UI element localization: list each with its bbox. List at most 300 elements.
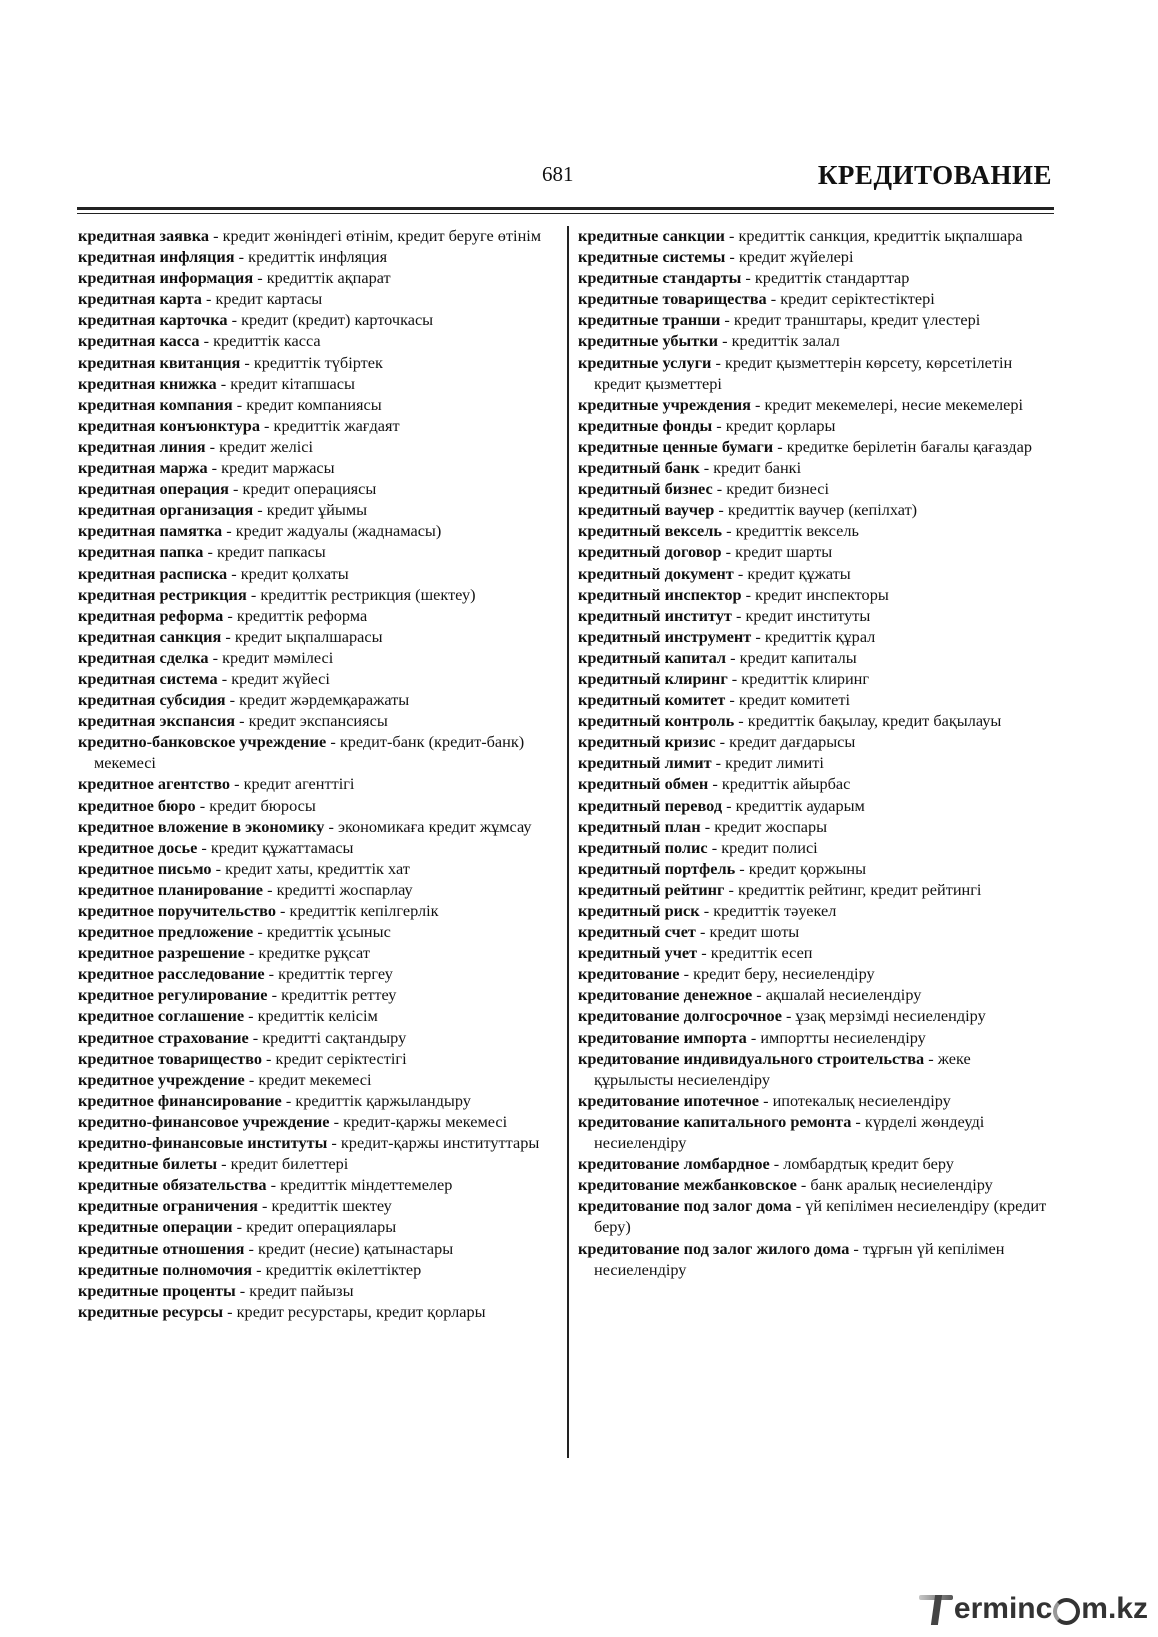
entry-term: кредитный инструмент bbox=[578, 626, 752, 646]
dictionary-entry: кредитные билеты - кредит билеттері bbox=[78, 1154, 349, 1174]
entry-term: кредитное досье bbox=[78, 837, 198, 857]
dictionary-entry: кредитные полномочия - кредиттік өкілеттіктер bbox=[78, 1259, 422, 1279]
header-rule-thin bbox=[77, 213, 1054, 214]
entry-term: кредитование денежное bbox=[578, 985, 753, 1005]
entry-term: кредитование под залог жилого дома bbox=[578, 1238, 850, 1258]
entry-term: кредитный полис bbox=[578, 837, 708, 857]
entry-definition: импортты несиелендіру bbox=[760, 1027, 926, 1047]
dictionary-entry: кредитные транши - кредит транштары, кредит үлестері bbox=[578, 310, 981, 330]
entry-term: кредитная квитанция bbox=[78, 352, 241, 372]
dictionary-entry: кредитные ценные бумаги - кредитке берілетін бағалы қағаздар bbox=[578, 436, 1032, 456]
dictionary-entry: кредитная экспансия - кредит экспансиясы bbox=[78, 711, 388, 731]
entry-definition: кредит-банк (кредит-банк) мекемесі bbox=[94, 732, 525, 773]
dictionary-entry: кредитный счет - кредит шоты bbox=[578, 922, 800, 942]
entry-definition: ұзақ мерзімді несиелендіру bbox=[795, 1006, 986, 1026]
dictionary-entry: кредитный бизнес - кредит бизнесі bbox=[578, 479, 830, 499]
dictionary-entry: кредитный план - кредит жоспары bbox=[578, 816, 828, 836]
entry-term: кредитная информация bbox=[78, 268, 254, 288]
entry-definition: кредиттік есеп bbox=[710, 943, 813, 963]
entry-definition: кредит жадуалы (жаднамасы) bbox=[235, 521, 442, 541]
dictionary-entry: кредитные ограничения - кредиттік шектеу bbox=[78, 1196, 392, 1216]
dictionary-entry: кредитный документ - кредит құжаты bbox=[578, 563, 851, 583]
entry-definition: кредитке берілетін бағалы қағаздар bbox=[786, 436, 1032, 456]
dictionary-entry: кредитная маржа - кредит маржасы bbox=[78, 458, 335, 478]
entry-definition: кредиттік кепілгерлік bbox=[289, 901, 439, 920]
entry-definition: кредит агенттігі bbox=[243, 774, 355, 794]
entry-definition: кредиттік келісім bbox=[257, 1006, 378, 1026]
entry-term: кредитная операция bbox=[78, 479, 229, 499]
entry-term: кредитная организация bbox=[78, 500, 254, 520]
dictionary-entry: кредитная информация - кредиттік ақпарат bbox=[78, 268, 391, 288]
entry-definition: кредит папкасы bbox=[217, 542, 326, 562]
entry-definition: кредитке рұқсат bbox=[258, 943, 370, 963]
entry-term: кредитные системы bbox=[578, 247, 726, 267]
dictionary-entry: кредитная рестрикция - кредиттік рестрикция (шектеу) bbox=[78, 584, 476, 604]
entry-definition: кредитті сақтандыру bbox=[262, 1027, 407, 1047]
entry-term: кредитный вексель bbox=[578, 521, 722, 541]
entry-definition: кредит комитеті bbox=[738, 690, 851, 710]
entry-term: кредитные фонды bbox=[578, 415, 713, 435]
dictionary-entry: кредитование долгосрочное - ұзақ мерзімді несиелендіру bbox=[578, 1006, 986, 1026]
entry-definition: кредит қолхаты bbox=[240, 563, 349, 583]
dictionary-entry: кредитная сделка - кредит мәмілесі bbox=[78, 647, 334, 667]
entry-term: кредитное агентство bbox=[78, 774, 231, 794]
entry-term: кредитный клиринг bbox=[578, 668, 728, 688]
dictionary-entry: кредитное учреждение - кредит мекемесі bbox=[78, 1069, 372, 1089]
watermark-t-glyph bbox=[919, 1591, 953, 1627]
entry-term: кредитный договор bbox=[578, 542, 722, 562]
dictionary-entry: кредитование под залог жилого дома - тұрғын үй кепілімен несиелендіру bbox=[578, 1238, 1005, 1279]
entry-definition: жеке құрылысты несиелендіру bbox=[594, 1048, 971, 1089]
dictionary-entry: кредитный портфель - кредит қоржыны bbox=[578, 858, 867, 878]
entry-definition: кредит жәрдемқаражаты bbox=[239, 690, 410, 710]
entry-definition: кредиттік вексель bbox=[735, 521, 859, 541]
dictionary-entry: кредитные учреждения - кредит мекемелері, несие мекемелері bbox=[578, 394, 1024, 414]
entry-term: кредитные убытки bbox=[578, 331, 718, 351]
entry-term: кредитное разрешение bbox=[78, 943, 245, 963]
entry-definition: кредит қорлары bbox=[725, 415, 836, 435]
entry-definition: кредит (несие) қатынастары bbox=[258, 1238, 454, 1258]
entry-term: кредитный риск bbox=[578, 901, 700, 920]
dictionary-entry: кредитная карточка - кредит (кредит) карточкасы bbox=[78, 310, 434, 330]
entry-definition: кредиттік міндеттемелер bbox=[280, 1175, 453, 1195]
entry-definition: кредиттік рейтинг, кредит рейтингі bbox=[737, 879, 982, 899]
entry-term: кредитное товарищество bbox=[78, 1048, 262, 1068]
dictionary-entry: кредитная конъюнктура - кредиттік жағдаят bbox=[78, 415, 400, 435]
dictionary-entry: кредитные стандарты - кредиттік стандарттар bbox=[578, 268, 910, 288]
dictionary-entry: кредитный учет - кредиттік есеп bbox=[578, 943, 813, 963]
entry-term: кредитный бизнес bbox=[578, 479, 713, 499]
dictionary-entry: кредитование индивидуального строительства - жеке құрылысты несиелендіру bbox=[578, 1048, 971, 1089]
entry-term: кредитование под залог дома bbox=[578, 1196, 792, 1216]
dictionary-entry: кредитное письмо - кредит хаты, кредиттік хат bbox=[78, 858, 410, 878]
dictionary-entry: кредитная квитанция - кредиттік түбіртек bbox=[78, 352, 383, 372]
dictionary-entry: кредитное страхование - кредитті сақтандыру bbox=[78, 1027, 407, 1047]
entry-term: кредитное письмо bbox=[78, 858, 212, 878]
entry-term: кредитное регулирование bbox=[78, 985, 268, 1005]
entry-term: кредитный портфель bbox=[578, 858, 736, 878]
entry-definition: кредит құжаты bbox=[747, 563, 851, 583]
entry-term: кредитная инфляция bbox=[78, 247, 235, 267]
entry-term: кредитное страхование bbox=[78, 1027, 249, 1047]
dictionary-entry: кредитный кризис - кредит дағдарысы bbox=[578, 732, 856, 752]
entry-term: кредитная расписка bbox=[78, 563, 228, 583]
entry-term: кредитное бюро bbox=[78, 795, 196, 815]
entry-term: кредитные полномочия bbox=[78, 1259, 253, 1279]
entry-definition: экономикаға кредит жұмсау bbox=[337, 816, 532, 836]
entry-definition: кредиттік санкция, кредиттік ықпалшара bbox=[738, 226, 1023, 245]
dictionary-entry: кредитный инспектор - кредит инспекторы bbox=[578, 584, 889, 604]
dictionary-entry: кредитование межбанковское - банк аралық несиелендіру bbox=[578, 1175, 993, 1195]
entry-definition: кредиттік ақпарат bbox=[266, 268, 391, 288]
entry-definition: ақшалай несиелендіру bbox=[765, 985, 922, 1005]
entry-term: кредитно-финансовые институты bbox=[78, 1133, 328, 1153]
entry-term: кредитный капитал bbox=[578, 647, 727, 667]
entry-definition: кредит шарты bbox=[735, 542, 833, 562]
entry-term: кредитная субсидия bbox=[78, 690, 226, 710]
entry-term: кредитный институт bbox=[578, 605, 732, 625]
dictionary-entry: кредитная линия - кредит желісі bbox=[78, 436, 314, 456]
entry-term: кредитные ресурсы bbox=[78, 1301, 224, 1321]
entry-term: кредитование bbox=[578, 964, 680, 984]
entry-definition: кредиттік жағдаят bbox=[273, 415, 400, 435]
entry-definition: кредит-қаржы институттары bbox=[340, 1133, 540, 1153]
entry-definition: кредиттік бақылау, кредит бақылауы bbox=[747, 711, 1002, 731]
entry-term: кредитные услуги bbox=[578, 352, 712, 372]
entry-definition: кредит жүйесі bbox=[231, 668, 330, 688]
watermark-text-part: m.kz bbox=[1081, 1592, 1148, 1625]
dictionary-entry: кредитная санкция - кредит ықпалшарасы bbox=[78, 626, 383, 646]
entry-term: кредитный инспектор bbox=[578, 584, 742, 604]
entry-definition: кредиттік инфляция bbox=[248, 247, 388, 267]
dictionary-entry: кредитный лимит - кредит лимиті bbox=[578, 753, 824, 773]
entry-term: кредитный план bbox=[578, 816, 701, 836]
dictionary-entry: кредитные товарищества - кредит серіктестіктері bbox=[578, 289, 935, 309]
entry-term: кредитный перевод bbox=[578, 795, 723, 815]
entry-term: кредитная линия bbox=[78, 436, 206, 456]
entry-definition: кредит лимиті bbox=[725, 753, 824, 773]
watermark-text-part: erminc bbox=[953, 1592, 1053, 1625]
entry-definition: банк аралық несиелендіру bbox=[810, 1175, 993, 1195]
entry-definition: кредиттік тергеу bbox=[278, 964, 393, 984]
entry-definition: кредит (кредит) карточкасы bbox=[241, 310, 434, 330]
dictionary-entry: кредитное досье - кредит құжаттамасы bbox=[78, 837, 354, 857]
dictionary-entry: кредитная инфляция - кредиттік инфляция bbox=[78, 247, 388, 267]
dictionary-entry: кредитование денежное - ақшалай несиелендіру bbox=[578, 985, 922, 1005]
entry-term: кредитное финансирование bbox=[78, 1090, 282, 1110]
dictionary-entry: кредитное бюро - кредит бюросы bbox=[78, 795, 316, 815]
dictionary-entry: кредитная касса - кредиттік касса bbox=[78, 331, 321, 351]
dictionary-entry: кредитная папка - кредит папкасы bbox=[78, 542, 326, 562]
entry-definition: кредит билеттері bbox=[230, 1154, 349, 1174]
entry-term: кредитование ломбардное bbox=[578, 1154, 770, 1174]
entry-term: кредитный счет bbox=[578, 922, 696, 942]
entry-term: кредитование индивидуального строительства bbox=[578, 1048, 925, 1068]
entry-definition: кредит операциялары bbox=[246, 1217, 397, 1237]
entry-term: кредитование капитального ремонта bbox=[578, 1111, 852, 1131]
entry-term: кредитные транши bbox=[578, 310, 721, 330]
entry-definition: кредит инспекторы bbox=[755, 584, 889, 604]
entry-definition: ипотекалық несиелендіру bbox=[772, 1090, 951, 1110]
dictionary-entry: кредитное соглашение - кредиттік келісім bbox=[78, 1006, 378, 1026]
entry-term: кредитная реформа bbox=[78, 605, 224, 625]
entry-term: кредитный контроль bbox=[578, 711, 735, 731]
dictionary-entry: кредитование - кредит беру, несиелендіру bbox=[578, 964, 875, 984]
entry-term: кредитная касса bbox=[78, 331, 200, 351]
dictionary-entry: кредитное регулирование - кредиттік реттеу bbox=[78, 985, 397, 1005]
dictionary-entry: кредитование капитального ремонта - күрделі жөндеуді несиелендіру bbox=[578, 1111, 985, 1153]
entry-definition: кредиттік реформа bbox=[236, 605, 368, 625]
entry-term: кредитный обмен bbox=[578, 774, 709, 794]
dictionary-entry: кредитный вексель - кредиттік вексель bbox=[578, 521, 859, 541]
dictionary-entry: кредитно-банковское учреждение - кредит-банк (кредит-банк) мекемесі bbox=[78, 732, 525, 773]
entry-term: кредитная экспансия bbox=[78, 711, 236, 731]
dictionary-entry: кредитование под залог дома - үй кепілімен несиелендіру (кредит беру) bbox=[578, 1196, 1047, 1237]
dictionary-entry: кредитный договор - кредит шарты bbox=[578, 542, 833, 562]
entry-term: кредитные ценные бумаги bbox=[578, 436, 774, 456]
dictionary-entry: кредитное планирование - кредитті жоспарлау bbox=[78, 879, 413, 899]
entry-definition: тұрғын үй кепілімен несиелендіру bbox=[594, 1238, 1005, 1279]
dictionary-entry: кредитные проценты - кредит пайызы bbox=[78, 1280, 354, 1300]
entry-term: кредитные ограничения bbox=[78, 1196, 258, 1216]
dictionary-entry: кредитный банк - кредит банкі bbox=[578, 458, 802, 478]
dictionary-entry: кредитные услуги - кредит қызметтерін көрсету, көрсетілетін кредит қызметтері bbox=[578, 352, 1013, 393]
entry-definition: кредит ұйымы bbox=[266, 500, 368, 520]
entry-term: кредитный учет bbox=[578, 943, 698, 963]
entry-definition: кредитті жоспарлау bbox=[276, 879, 413, 899]
entry-term: кредитный кризис bbox=[578, 732, 716, 752]
entry-definition: кредит қоржыны bbox=[748, 858, 867, 878]
entry-definition: кредит жоспары bbox=[714, 816, 828, 836]
dictionary-entry: кредитное агентство - кредит агенттігі bbox=[78, 774, 355, 794]
dictionary-entry: кредитные ресурсы - кредит ресурстары, кредит қорлары bbox=[78, 1301, 486, 1321]
entry-term: кредитная рестрикция bbox=[78, 584, 247, 604]
entry-term: кредитный документ bbox=[578, 563, 734, 583]
dictionary-entry: кредитная заявка - кредит жөніндегі өтінім, кредит беруге өтінім bbox=[78, 226, 542, 245]
entry-definition: кредит экспансиясы bbox=[248, 711, 388, 731]
dictionary-entry: кредитный перевод - кредиттік аударым bbox=[578, 795, 865, 815]
right-column bbox=[578, 225, 1054, 1280]
entry-definition: кредит хаты, кредиттік хат bbox=[225, 858, 410, 878]
entry-term: кредитные операции bbox=[78, 1217, 233, 1237]
dictionary-entry: кредитное предложение - кредиттік ұсыныс bbox=[78, 922, 391, 942]
entry-definition: кредит жөніндегі өтінім, кредит беруге өтінім bbox=[222, 226, 542, 245]
entry-term: кредитные проценты bbox=[78, 1280, 236, 1300]
dictionary-entry: кредитное расследование - кредиттік тергеу bbox=[78, 964, 393, 984]
entry-term: кредитное поручительство bbox=[78, 901, 276, 920]
entry-definition: кредиттік ұсыныс bbox=[266, 922, 391, 942]
entry-term: кредитные санкции bbox=[578, 226, 725, 245]
entry-definition: кредит кітапшасы bbox=[230, 373, 355, 393]
entry-definition: кредит операциясы bbox=[242, 479, 377, 499]
entry-term: кредитная карта bbox=[78, 289, 202, 309]
entry-term: кредитные обязательства bbox=[78, 1175, 267, 1195]
entry-term: кредитное расследование bbox=[78, 964, 265, 984]
entry-definition: кредит серіктестігі bbox=[275, 1048, 407, 1068]
dictionary-entry: кредитный рейтинг - кредиттік рейтинг, кредит рейтингі bbox=[578, 879, 982, 899]
entry-definition: кредиттік түбіртек bbox=[253, 352, 383, 372]
entry-definition: кредит картасы bbox=[215, 289, 323, 309]
entry-definition: кредит институты bbox=[745, 605, 871, 625]
entry-term: кредитные учреждения bbox=[578, 394, 751, 414]
dictionary-entry: кредитный клиринг - кредиттік клиринг bbox=[578, 668, 870, 688]
entry-definition: кредиттік стандарттар bbox=[754, 268, 910, 288]
entry-definition: кредиттік аударым bbox=[735, 795, 865, 815]
entry-term: кредитная книжка bbox=[78, 373, 217, 393]
entry-definition: кредит жүйелері bbox=[738, 247, 854, 267]
dictionary-entry: кредитно-финансовые институты - кредит-қаржы институттары bbox=[78, 1133, 540, 1153]
dictionary-entry: кредитная книжка - кредит кітапшасы bbox=[78, 373, 355, 393]
entry-definition: күрделі жөндеуді несиелендіру bbox=[594, 1111, 985, 1153]
entry-definition: кредит беру, несиелендіру bbox=[693, 964, 875, 984]
entry-definition: кредит қызметтерін көрсету, көрсетілетін кредит қызметтері bbox=[594, 352, 1013, 393]
page-number: 681 bbox=[542, 162, 574, 186]
entry-term: кредитное предложение bbox=[78, 922, 254, 942]
page-heading: КРЕДИТОВАНИЕ bbox=[817, 160, 1052, 190]
dictionary-entry: кредитное поручительство - кредиттік кепілгерлік bbox=[78, 901, 439, 920]
dictionary-entry: кредитная памятка - кредит жадуалы (жаднамасы) bbox=[78, 521, 442, 541]
entry-definition: кредит ықпалшарасы bbox=[234, 626, 383, 646]
column-divider bbox=[567, 226, 569, 1458]
entry-term: кредитные товарищества bbox=[578, 289, 767, 309]
entry-definition: кредит банкі bbox=[713, 458, 802, 478]
dictionary-entry: кредитный институт - кредит институты bbox=[578, 605, 871, 625]
entry-term: кредитные отношения bbox=[78, 1238, 245, 1258]
entry-term: кредитное планирование bbox=[78, 879, 264, 899]
dictionary-entry: кредитный комитет - кредит комитеті bbox=[578, 690, 851, 710]
entry-term: кредитование импорта bbox=[578, 1027, 747, 1047]
dictionary-entry: кредитная субсидия - кредит жәрдемқаражаты bbox=[78, 690, 410, 710]
entry-term: кредитная папка bbox=[78, 542, 204, 562]
entry-term: кредитный банк bbox=[578, 458, 700, 478]
entry-definition: кредиттік клиринг bbox=[741, 668, 870, 688]
entry-term: кредитная компания bbox=[78, 394, 233, 414]
entry-term: кредитно-банковское учреждение bbox=[78, 732, 327, 752]
entry-term: кредитно-финансовое учреждение bbox=[78, 1111, 330, 1131]
entry-definition: кредит маржасы bbox=[221, 458, 335, 478]
entry-term: кредитный рейтинг bbox=[578, 879, 725, 899]
entry-definition: кредит бизнесі bbox=[726, 479, 830, 499]
dictionary-entry: кредитное финансирование - кредиттік қаржыландыру bbox=[78, 1090, 471, 1110]
dictionary-entry: кредитный контроль - кредиттік бақылау, кредит бақылауы bbox=[578, 711, 1002, 731]
dictionary-entry: кредитные системы - кредит жүйелері bbox=[578, 247, 854, 267]
entry-term: кредитная памятка bbox=[78, 521, 223, 541]
entry-definition: кредиттік құрал bbox=[764, 626, 876, 646]
dictionary-entry: кредитная операция - кредит операциясы bbox=[78, 479, 377, 499]
entry-term: кредитная система bbox=[78, 668, 218, 688]
entry-term: кредитная сделка bbox=[78, 647, 209, 667]
entry-definition: кредит серіктестіктері bbox=[780, 289, 935, 309]
entry-definition: кредит капиталы bbox=[739, 647, 857, 667]
dictionary-entry: кредитный обмен - кредиттік айырбас bbox=[578, 774, 851, 794]
dictionary-entry: кредитная компания - кредит компаниясы bbox=[78, 394, 382, 414]
entry-definition: кредиттік реттеу bbox=[281, 985, 397, 1005]
dictionary-entry: кредитное разрешение - кредитке рұқсат bbox=[78, 943, 370, 963]
entry-definition: кредит полисі bbox=[721, 837, 818, 857]
dictionary-entry: кредитная реформа - кредиттік реформа bbox=[78, 605, 368, 625]
dictionary-entry: кредитное товарищество - кредит серіктестігі bbox=[78, 1048, 407, 1068]
dictionary-entry: кредитный ваучер - кредиттік ваучер (кепілхат) bbox=[578, 500, 918, 520]
entry-definition: кредит бюросы bbox=[209, 795, 316, 815]
dictionary-entry: кредитный инструмент - кредиттік құрал bbox=[578, 626, 876, 646]
dictionary-entry: кредитные убытки - кредиттік залал bbox=[578, 331, 840, 351]
entry-definition: кредит-қаржы мекемесі bbox=[343, 1111, 508, 1131]
entry-definition: кредиттік тәуекел bbox=[713, 901, 837, 920]
entry-definition: кредит ресурстары, кредит қорлары bbox=[236, 1301, 486, 1321]
dictionary-entry: кредитный капитал - кредит капиталы bbox=[578, 647, 857, 667]
entry-definition: кредит дағдарысы bbox=[729, 732, 856, 752]
dictionary-entry: кредитная система - кредит жүйесі bbox=[78, 668, 330, 688]
entry-term: кредитование межбанковское bbox=[578, 1175, 797, 1195]
entry-term: кредитный лимит bbox=[578, 753, 712, 773]
entry-term: кредитное соглашение bbox=[78, 1006, 245, 1026]
entry-definition: ломбардтық кредит беру bbox=[783, 1154, 954, 1174]
header-rule-thick bbox=[77, 207, 1054, 210]
entry-definition: кредиттік айырбас bbox=[721, 774, 851, 794]
entry-definition: кредит мекемесі bbox=[258, 1069, 372, 1089]
watermark-o-glyph bbox=[1053, 1598, 1080, 1625]
entry-definition: кредиттік залал bbox=[731, 331, 840, 351]
dictionary-entry: кредитные санкции - кредиттік санкция, кредиттік ықпалшара bbox=[578, 226, 1023, 245]
dictionary-entry: кредитные обязательства - кредиттік міндеттемелер bbox=[78, 1175, 453, 1195]
entry-term: кредитный комитет bbox=[578, 690, 726, 710]
entry-definition: кредит құжаттамасы bbox=[210, 837, 354, 857]
entry-definition: кредиттік ваучер (кепілхат) bbox=[727, 500, 918, 520]
entry-term: кредитная карточка bbox=[78, 310, 228, 330]
entry-definition: кредит мәмілесі bbox=[222, 647, 334, 667]
watermark-logo bbox=[919, 1587, 1148, 1631]
entry-term: кредитное вложение в экономику bbox=[78, 816, 325, 836]
dictionary-entry: кредитные отношения - кредит (несие) қатынастары bbox=[78, 1238, 454, 1258]
entry-term: кредитование долгосрочное bbox=[578, 1006, 782, 1026]
entry-definition: кредиттік өкілеттіктер bbox=[265, 1259, 422, 1279]
entry-definition: кредиттік касса bbox=[213, 331, 321, 351]
entry-definition: кредит желісі bbox=[219, 436, 314, 456]
entry-term: кредитный ваучер bbox=[578, 500, 715, 520]
entry-definition: кредит пайызы bbox=[249, 1280, 354, 1300]
dictionary-entry: кредитные операции - кредит операциялары bbox=[78, 1217, 397, 1237]
entry-term: кредитная конъюнктура bbox=[78, 415, 260, 435]
dictionary-entry: кредитование импорта - импортты несиелендіру bbox=[578, 1027, 926, 1047]
entry-definition: үй кепілімен несиелендіру (кредит беру) bbox=[594, 1196, 1047, 1237]
entry-definition: кредиттік рестрикция (шектеу) bbox=[260, 584, 476, 604]
entry-definition: кредиттік қаржыландыру bbox=[295, 1090, 471, 1110]
entry-term: кредитные стандарты bbox=[578, 268, 742, 288]
dictionary-entry: кредитное вложение в экономику - экономикаға кредит жұмсау bbox=[78, 816, 532, 836]
entry-term: кредитная маржа bbox=[78, 458, 208, 478]
dictionary-entry: кредитная расписка - кредит қолхаты bbox=[78, 563, 349, 583]
entry-term: кредитование ипотечное bbox=[578, 1090, 760, 1110]
dictionary-entry: кредитование ипотечное - ипотекалық несиелендіру bbox=[578, 1090, 951, 1110]
dictionary-entry: кредитный риск - кредиттік тәуекел bbox=[578, 901, 837, 920]
dictionary-entry: кредитно-финансовое учреждение - кредит-қаржы мекемесі bbox=[78, 1111, 508, 1131]
left-column bbox=[78, 225, 554, 1322]
dictionary-entry: кредитные фонды - кредит қорлары bbox=[578, 415, 836, 435]
dictionary-entry: кредитная карта - кредит картасы bbox=[78, 289, 323, 309]
entry-term: кредитная заявка bbox=[78, 226, 210, 245]
dictionary-entry: кредитование ломбардное - ломбардтық кредит беру bbox=[578, 1154, 954, 1174]
dictionary-entry: кредитный полис - кредит полисі bbox=[578, 837, 818, 857]
entry-term: кредитная санкция bbox=[78, 626, 222, 646]
entry-definition: кредит компаниясы bbox=[246, 394, 382, 414]
entry-definition: кредит шоты bbox=[709, 922, 800, 942]
entry-definition: кредиттік шектеу bbox=[271, 1196, 392, 1216]
entry-definition: кредит мекемелері, несие мекемелері bbox=[764, 394, 1024, 414]
entry-term: кредитные билеты bbox=[78, 1154, 218, 1174]
entry-term: кредитное учреждение bbox=[78, 1069, 245, 1089]
entry-definition: кредит транштары, кредит үлестері bbox=[733, 310, 981, 330]
dictionary-entry: кредитная организация - кредит ұйымы bbox=[78, 500, 368, 520]
